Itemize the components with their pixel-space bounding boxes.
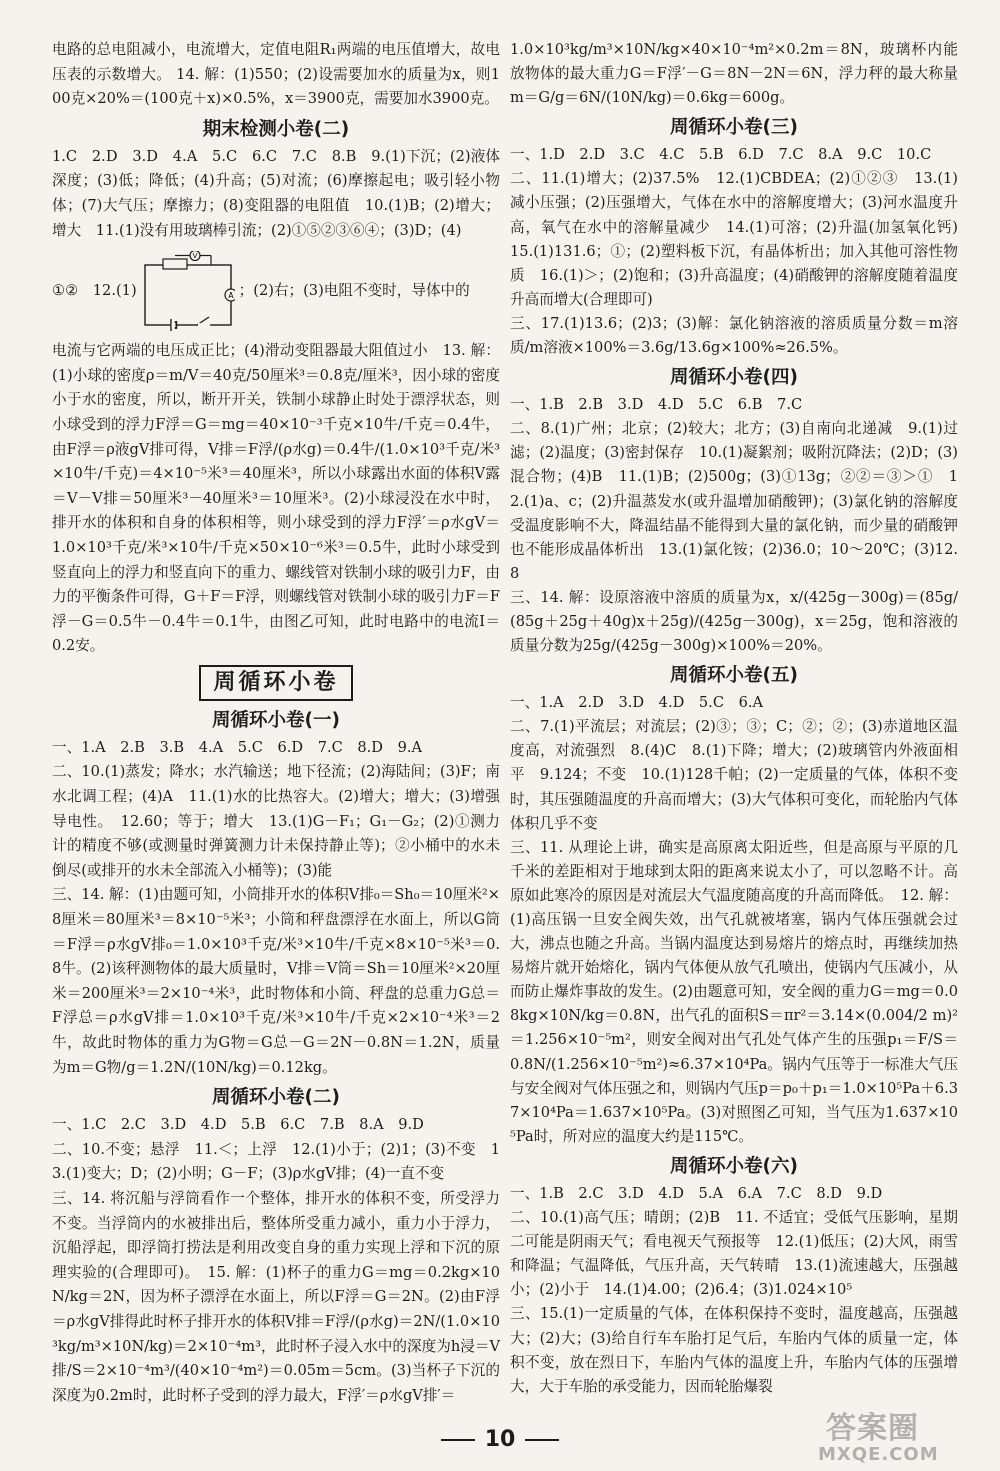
answer-paragraph: 二、10.不变；悬浮 11.＜；上浮 12.(1)小于；(2)1；(3)不变 13.(1)变大；D；(2)小明；G－F；(3)ρ水gV排；(4)一直不变 <box>52 1140 500 1183</box>
section-title: 周循环小卷(四) <box>670 367 798 389</box>
answer-paragraph: 二、11.(1)增大；(2)37.5% 12.(1)CBDEA；(2)①②③ 13.(1)减小压强；(2)压强增大，气体在水中的溶解度增大；(3)河水温度升高，氧气在水中的溶解量减少 14.(1)可溶；(2)升温(加氢氧化钙) 15.(1)131.6；①；(2)塑料板下沉，有晶体析出；加入其他可溶性物质 16.(1)＞；(2)饱和；(3)升高温度；(4)硝酸钾的溶解度随着温度升高而增大(合理即可) <box>510 170 973 308</box>
answer-paragraph: 一、1.A 2.B 3.B 4.A 5.C 6.D 7.C 8.D 9.A <box>52 738 423 756</box>
svg-text:A: A <box>228 291 234 301</box>
answer-paragraph: 1.0×10³kg/m³×10N/kg×40×10⁻⁴m²×0.2m＝8N，玻璃杯内能放物体的最大重力G＝F浮′－G＝8N－2N＝6N，浮力秤的最大称量m＝G/g＝6N/(10N/kg)＝0.6kg＝600g。 <box>510 41 958 107</box>
section-banner: 周循环小卷 <box>199 665 352 701</box>
answer-paragraph: 三、14. 解：设原溶液中溶质的质量为x，x/(425g－300g)＝(85g/(85g＋25g＋40g)x＋25g)/(425g－300g)，x＝25g，饱和溶液的质量分数为25g/(425g－300g)×100%＝20%。 <box>510 588 958 655</box>
circuit-prefix: ①② 12.(1) <box>52 281 137 299</box>
answer-paragraph: 电路的总电阻减小，电流增大，定值电阻R₁两端的电压值增大，故电压表的示数增大。 14. 解：(1)550；(2)设需要加水的质量为x，则100克×20%＝(100克＋x)×0.5%，x＝3900克，需要加水3900克。 <box>52 41 500 108</box>
answer-paragraph: 三、15.(1)一定质量的气体，在体积保持不变时，温度越高，压强越大；(2)大；(3)给自行车车胎打足气后，车胎内气体的质量一定，体积不变，放在烈日下，车胎内气体的温度上升，车胎内气体的压强增大，大于车胎的承受能力，因而轮胎爆裂 <box>510 1305 958 1395</box>
left-column <box>52 38 500 1408</box>
answer-paragraph: 一、1.B 2.B 3.D 4.D 5.C 6.B 7.C <box>510 396 803 414</box>
answer-paragraph: 三、14. 解：(1)由题可知，小筒排开水的体积V排₀＝Sh₀＝10厘米²×8厘米＝80厘米³＝8×10⁻⁵米³；小筒和秤盘漂浮在水面上，所以G筒＝F浮＝ρ水gV排₀＝1.0×10³千克/米³×10牛/千克×8×10⁻⁵米³＝0.8牛。(2)该秤测物体的最大质量时，V排＝V筒＝Sh＝10厘米²×20厘米＝200厘米³＝2×10⁻⁴米³，此时物体和小筒、秤盘的总重力G总＝F浮总＝ρ水gV排＝1.0×10³千克/米³×10牛/千克×2×10⁻⁴米³＝2牛，故此时物体的重力为G物＝G总－G＝2N－0.8N＝1.2N，质量为m＝G物/g＝1.2N/(10N/kg)＝0.12kg。 <box>52 886 500 1076</box>
answer-paragraph: 一、1.B 2.C 3.D 4.D 5.A 6.A 7.C 8.D 9.D <box>510 1184 883 1202</box>
circuit-diagram <box>141 251 235 331</box>
section-title: 周循环小卷(二) <box>212 1087 340 1109</box>
footer-dash <box>525 1439 559 1441</box>
answer-paragraph: 三、14. 将沉船与浮筒看作一个整体，排开水的体积不变，所受浮力不变。当浮筒内的水被排出后，整体所受重力减小，重力小于浮力，沉船浮起，即浮筒打捞法是利用改变自身的重力实现上浮和下沉的原理实验的(合理即可)。 15. 解：(1)杯子的重力G＝mg＝0.2kg×10N/kg＝2N，因为杯子漂浮在水面上，所以F浮＝G＝2N。(2)由F浮＝ρ水gV排得此时杯子排开水的体积V排＝F浮/(ρ水g)＝2N/(1.0×10³kg/m³×10N/kg)＝2×10⁻⁴m³，此时杯子浸入水中的深度为h浸＝V排/S＝2×10⁻⁴m³/(40×10⁻⁴m²)＝0.05m＝5cm。(3)当杯子下沉的深度为0.2m时，此时杯子受到的浮力最大，F浮′＝ρ水gV排′＝ <box>52 1189 500 1404</box>
answer-paragraph: 1.C 2.D 3.D 4.A 5.C 6.C 7.C 8.B 9.(1)下沉；(2)液体深度；(3)低；降低；(4)升高；(5)对流；(6)摩擦起电；吸引轻小物体；(7)大气压；摩擦力；(8)变阻器的电阻值 10.(1)B；(2)增大；增大 11.(1)没有用玻璃棒引流；(2)①⑤②③⑥④；(3)D；(4) <box>52 147 500 239</box>
section-title: 周循环小卷(五) <box>670 665 798 687</box>
banner-wrap <box>52 665 500 703</box>
answer-paragraph: 二、8.(1)广州；北京；(2)较大；北方；(3)自南向北递减 9.(1)过滤；(2)温度；(3)密封保存 10.(1)凝絮剂；吸附沉降法；(2)D；(3)混合物；(4)B 11.(1)B；(2)500g；(3)①13g；②②＝③＞① 12.(1)a、c；(2)升温蒸发水(或升温增加硝酸钾)；(3)氯化钠的溶解度受温度影响不大，降温结晶不能得到大量的氯化钠，而少量的硝酸钾也不能形成晶体析出 13.(1)氯化铵；(2)36.0；10～20℃；(3)12.8 <box>510 420 958 582</box>
section-title: 期末检测小卷(二) <box>202 118 350 140</box>
watermark-logo: 答案圈 <box>826 1411 919 1446</box>
answer-paragraph: 二、10.(1)蒸发；降水；水汽输送；地下径流；(2)海陆间；(3)F；南水北调工程；(4)A 11.(1)水的比热容大。(2)增大；增大；(3)增强导电性。 12.60；等于；增大 13.(1)G－F₁；G₁－G₂；(2)①测力计的精度不够(或测量时弹簧测力计未保持静止等)；②小桶中的水未倒尽(或排开的水未全部流入小桶等)；(3)能 <box>52 763 500 879</box>
page-number: 10 <box>484 1427 516 1452</box>
answer-paragraph: 三、17.(1)13.6；(2)3；(3)解：氯化钠溶液的溶质质量分数＝m溶质/m溶液×100%＝3.6g/13.6g×100%≈26.5%。 <box>510 314 958 357</box>
answer-paragraph: 一、1.D 2.D 3.C 4.C 5.B 6.D 7.C 8.A 9.C 10.C <box>510 146 932 164</box>
answer-paragraph: 二、7.(1)平流层；对流层；(2)③；③；C；②；②；(3)赤道地区温度高，对流强烈 8.(4)C 8.(1)下降；增大；(2)玻璃管内外液面相平 9.124；不变 10.(1)128千帕；(2)一定质量的气体，体积不变时，其压强随温度的升高而增大；(3)大气体积可变化，而轮胎内气体体积几乎不变 <box>510 718 958 832</box>
answer-paragraph: 二、10.(1)高气压；晴朗；(2)B 11. 不适宜；受低气压影响，星期二可能是阴雨天气；看电视天气预报等 12.(1)低压；(2)大风，雨雪和降温；气温降低，气压升高，天气转晴 13.(1)流速越大，压强越小；(2)小于 14.(1)4.00；(2)6.4；(3)1.024×10⁵ <box>510 1209 958 1299</box>
circuit-answer-row <box>52 243 500 339</box>
watermark-url: MXQE.COM <box>818 1444 939 1465</box>
answer-paragraph: 一、1.C 2.C 3.D 4.D 5.B 6.C 7.B 8.A 9.D <box>52 1116 424 1134</box>
answer-paragraph: 一、1.A 2.D 3.D 4.D 5.C 6.A <box>510 694 764 712</box>
right-column <box>510 38 973 1399</box>
circuit-suffix: ；(2)右；(3)电阻不变时，导体中的 <box>238 281 470 299</box>
section-title: 周循环小卷(三) <box>670 117 798 139</box>
footer-dash <box>441 1439 475 1441</box>
answer-paragraph: 三、11. 从理论上讲，确实是高原离太阳近些，但是高原与平原的几千米的差距相对于地球到太阳的距离来说太小了，可以忽略不计。高原如此寒冷的原因是对流层大气温度随高度的升高而降低。 12. 解：(1)高压锅一旦安全阀失效，出气孔就被堵塞，锅内气体压强就会过大，沸点也随之升高。当锅内温度达到易熔片的熔点时，再继续加热易熔片就开始熔化，锅内气体便从放气孔喷出，使锅内气压减小，从而防止爆炸事故的发生。(2)由题意可知，安全阀的重力G＝mg＝0.08kg×10N/kg＝0.8N，出气孔的面积S＝πr²＝3.14×(0.004/2 m)²＝1.256×10⁻⁵m²，则安全阀对出气孔处气体产生的压强p₁＝F/S＝0.8N/(1.256×10⁻⁵m²)≈6.37×10⁴Pa。锅内气压等于一标准大气压与安全阀对气体压强之和，则锅内气压p＝p₀＋p₁＝1.0×10⁵Pa＋6.37×10⁴Pa＝1.637×10⁵Pa。(3)对照图乙可知，当气压为1.637×10⁵Pa时，所对应的温度大约是115℃。 <box>510 838 958 1145</box>
section-title: 周循环小卷(六) <box>670 1155 798 1177</box>
answer-paragraph: 电流与它两端的电压成正比；(4)滑动变阻器最大阻值过小 13. 解：(1)小球的密度ρ＝m/V＝40克/50厘米³＝0.8克/厘米³，因小球的密度小于水的密度，所以，断开开关，铁制小球静止时处于漂浮状态，则小球受到的浮力F浮＝G＝mg＝40×10⁻³千克×10牛/千克＝0.4牛，由F浮＝ρ液gV排可得，V排＝F浮/(ρ水g)＝0.4牛/(1.0×10³千克/米³×10牛/千克)＝4×10⁻⁵米³＝40厘米³，所以小球露出水面的体积V露＝V－V排＝50厘米³－40厘米³＝10厘米³。(2)小球浸没在水中时，排开水的体积和自身的体积相等，则小球受到的浮力F浮′＝ρ水gV＝1.0×10³千克/米³×10牛/千克×50×10⁻⁶米³＝0.5牛，此时小球受到竖直向上的浮力和竖直向下的重力、螺线管对铁制小球的吸引力F，由力的平衡条件可得，G＋F＝F浮，则螺线管对铁制小球的吸引力F＝F浮－G＝0.5牛－0.4牛＝0.1牛，由图乙可知，此时电路中的电流I＝0.2安。 <box>52 342 500 655</box>
section-title: 周循环小卷(一) <box>212 709 340 731</box>
svg-text:V: V <box>192 252 198 261</box>
